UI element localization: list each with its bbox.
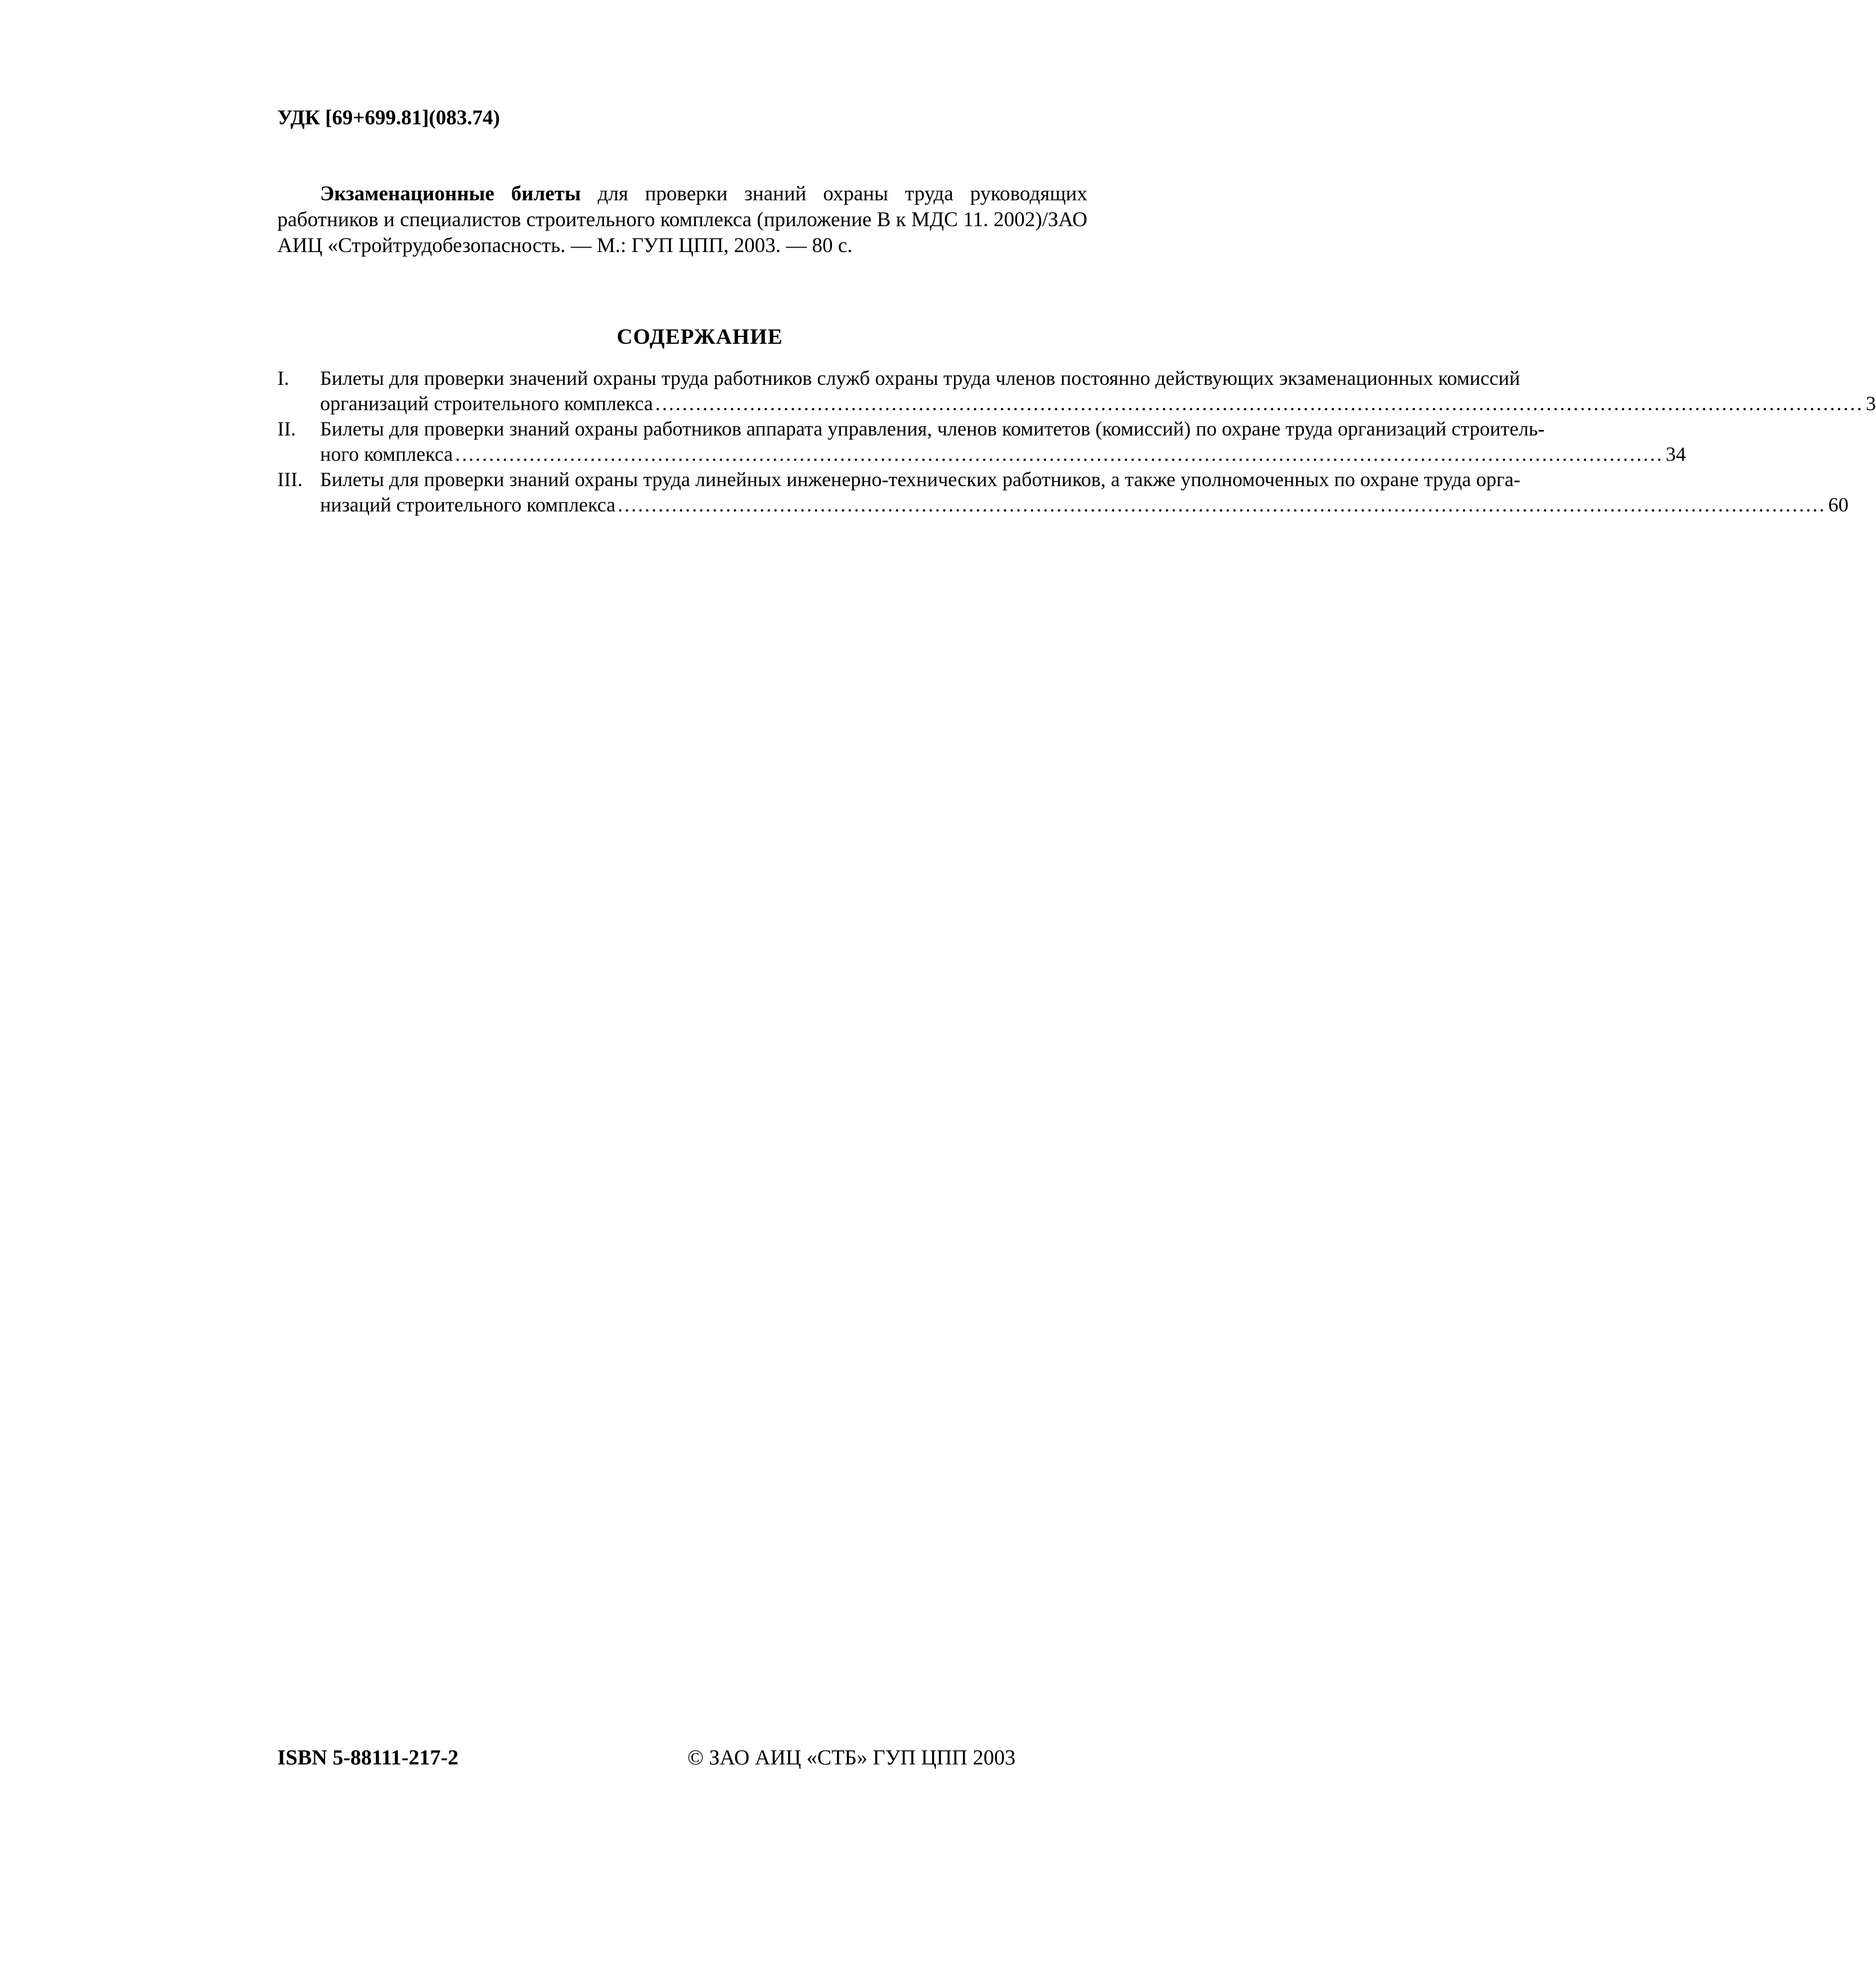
bibliographic-abstract (277, 181, 1087, 259)
copyright-notice: © ЗАО АИЦ «СТБ» ГУП ЦПП 2003 (687, 1746, 1016, 1770)
toc-item-last-line: низаций строительного комплекса (320, 493, 616, 516)
toc-item-1[interactable] (277, 366, 1876, 416)
toc-dot-leader (455, 442, 1663, 467)
toc-item-number: II. (277, 417, 296, 440)
table-of-contents (277, 366, 1876, 518)
abstract-paragraph (277, 181, 1087, 259)
toc-item-last-line: организаций строительного комплекса (320, 392, 653, 415)
toc-item-text: Билеты для проверки знаний охраны работников аппарата управления, членов комитетов (комиссий) по охране труда организаций строитель- (320, 417, 1545, 440)
toc-item-text: Билеты для проверки знаний охраны труда линейных инженерно-технических работников, а также уполномоченных по охране труда орга- (320, 468, 1520, 491)
abstract-text: для проверки знаний охраны труда руководящих работников и специалистов строительного комплекса (приложение В к МДС 11. 2002)/ЗАО АИЦ «Стройтрудобезопасность. — М.: ГУП ЦПП, 2003. — 80 с. (277, 182, 1087, 257)
toc-item-leader-line (320, 492, 1848, 518)
toc-item-page: 3 (1865, 392, 1876, 415)
toc-item-last-line: ного комплекса (320, 443, 453, 465)
toc-item-text: Билеты для проверки значений охраны труда работников служб охраны труда членов постоянно действующих экзаменационных комиссий (320, 367, 1520, 389)
toc-item-body (320, 366, 1876, 416)
toc-dot-leader (618, 492, 1826, 518)
toc-item-leader-line (320, 442, 1686, 467)
isbn: ISBN 5-88111-217-2 (277, 1746, 458, 1770)
abstract-lead: Экзаменационные билеты (320, 182, 581, 205)
toc-item-page: 60 (1828, 493, 1849, 516)
toc-dot-leader (655, 391, 1864, 416)
toc-item-2[interactable] (277, 416, 1686, 467)
toc-title: СОДЕРЖАНИЕ (617, 325, 783, 349)
toc-item-body (320, 467, 1848, 518)
toc-item-3[interactable] (277, 467, 1849, 518)
toc-item-leader-line (320, 391, 1876, 416)
toc-item-page: 34 (1666, 443, 1686, 465)
toc-item-number: III. (277, 468, 303, 491)
toc-item-body (320, 416, 1686, 467)
udk-code: УДК [69+699.81](083.74) (277, 106, 500, 129)
toc-item-number: I. (277, 367, 289, 389)
